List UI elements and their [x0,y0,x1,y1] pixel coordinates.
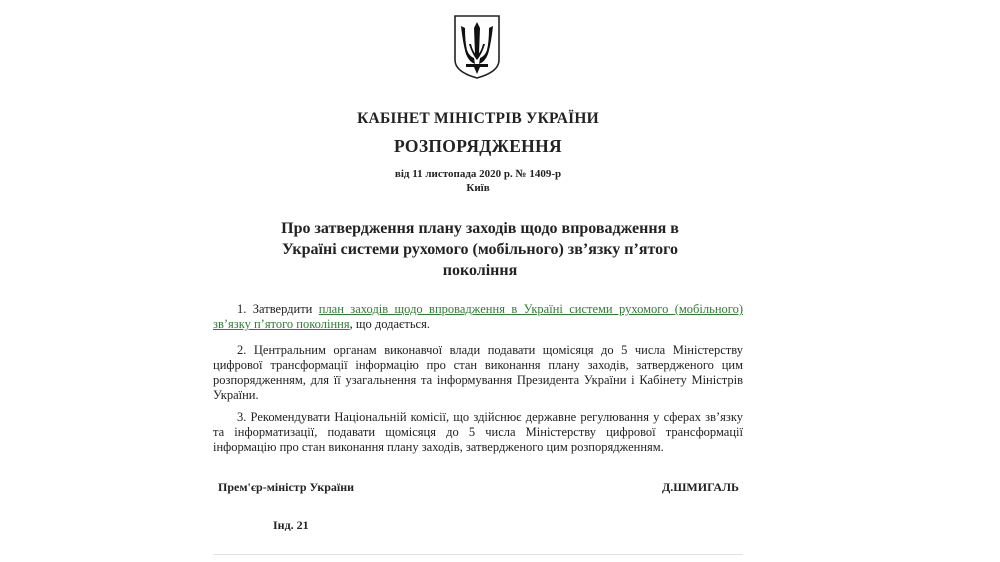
coat-of-arms-icon [452,14,502,80]
paragraph-1 [213,302,743,332]
plan-link[interactable]: план заходів щодо впровадження в Україні системи рухомого (мобільного) зв’язку п’ятого покоління [213,302,743,331]
signatory-position: Прем'єр-міністр України [218,480,355,494]
document-city: Київ [466,182,490,194]
paragraph-2: 2. Центральним органам виконавчої влади подавати щомісяця до 5 числа Міністерству цифрової трансформації інформацію про стан виконання плану заходів, затвердженого цим розпорядженням, для її узагальнення та інформування Президента України і Кабінету Міністрів України. [213,343,743,402]
document-subject: Про затвердження плану заходів щодо впровадження в Україні системи рухомого (мобільного) зв’язку п’ятого покоління [281,220,679,279]
paragraph-3: 3. Рекомендувати Національній комісії, що здійснює державне регулювання у сферах зв’язку та інформатизації, подавати щомісяця до 5 числа Міністерству цифрової трансформації інформацію про стан виконання плану заходів, затвердженого цим розпорядженням. [213,410,743,454]
divider [213,554,743,555]
document-index: Інд. 21 [273,518,309,532]
paragraph-1-suffix: , що додається. [349,317,430,331]
paragraph-1-prefix: 1. Затвердити [237,302,319,316]
signatory-name: Д.ШМИГАЛЬ [662,480,739,494]
document-date-number: від 11 листопада 2020 р. № 1409-р [394,168,562,180]
document-type: РОЗПОРЯДЖЕННЯ [394,136,562,156]
issuer-title: КАБІНЕТ МІНІСТРІВ УКРАЇНИ [357,110,599,127]
